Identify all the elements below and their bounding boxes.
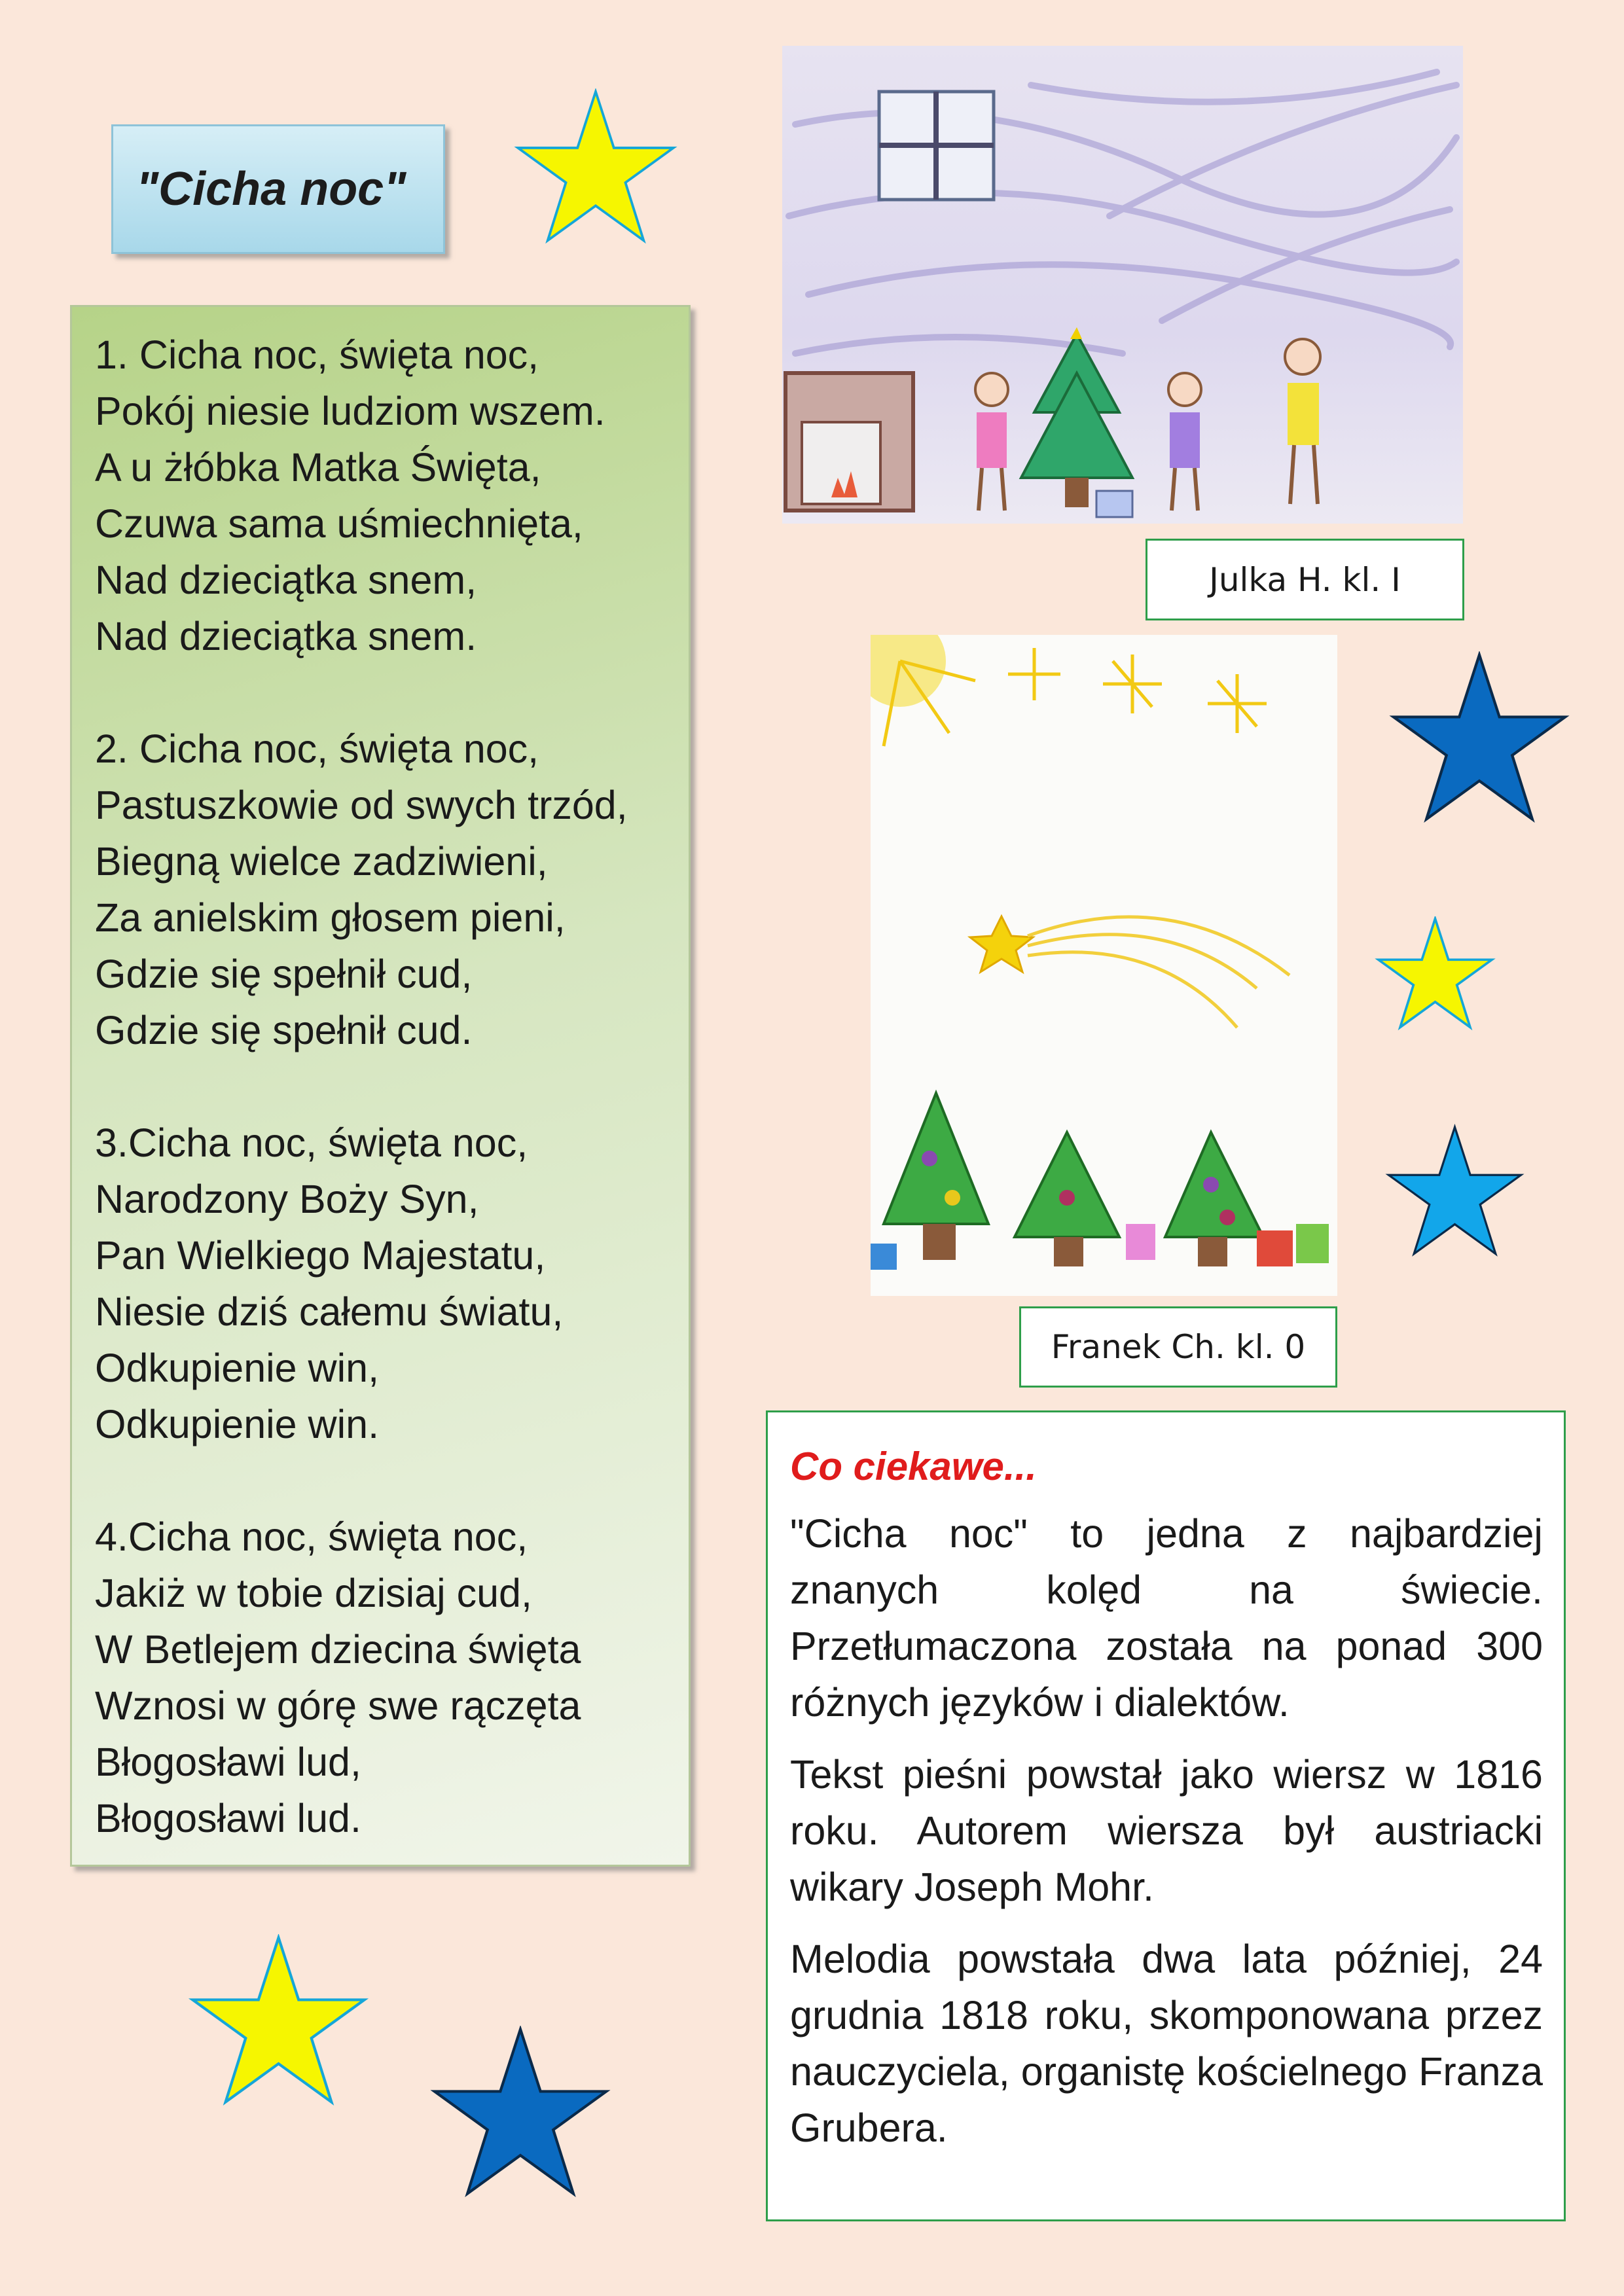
star-icon bbox=[1384, 1119, 1525, 1263]
fun-facts-paragraph: "Cicha noc" to jedna z najbardziej znanych kolęd na świecie. Przetłumaczona została na ponad 300 różnych języków i dialektów. bbox=[790, 1511, 1543, 1725]
title-box bbox=[111, 124, 445, 254]
poem-line: Narodzony Boży Syn, bbox=[95, 1177, 479, 1221]
fun-facts-heading: Co ciekawe... bbox=[790, 1444, 1037, 1488]
poem-line: Błogosławi lud, bbox=[95, 1740, 361, 1784]
poem-line: A u żłóbka Matka Święta, bbox=[95, 445, 541, 490]
poem-stanza bbox=[95, 1115, 689, 1452]
poem-line: Czuwa sama uśmiechnięta, bbox=[95, 501, 583, 546]
poem-line: Odkupienie win, bbox=[95, 1346, 380, 1390]
poem-line: Odkupienie win. bbox=[95, 1402, 380, 1446]
poem-line: Wznosi w górę swe rączęta bbox=[95, 1683, 581, 1728]
drawing-comet-trees-image bbox=[871, 635, 1337, 1296]
poem-stanza bbox=[95, 1509, 689, 1846]
childrens-drawing-family-tree bbox=[782, 46, 1463, 524]
drawing-caption: Franek Ch. kl. 0 bbox=[1019, 1306, 1337, 1388]
poem-line: Nad dzieciątka snem, bbox=[95, 558, 477, 602]
star-icon bbox=[1384, 651, 1574, 825]
poem-line: Nad dzieciątka snem. bbox=[95, 614, 477, 658]
poem-line: 2. Cicha noc, święta noc, bbox=[95, 726, 539, 771]
poem-line: 1. Cicha noc, święta noc, bbox=[95, 332, 539, 377]
poem-line: Gdzie się spełnił cud, bbox=[95, 952, 473, 996]
star-icon bbox=[185, 1934, 372, 2108]
star-icon bbox=[501, 88, 691, 245]
poem-line: Jakiż w tobie dzisiaj cud, bbox=[95, 1571, 532, 1615]
fun-facts-paragraph: Tekst pieśni powstał jako wiersz w 1816 roku. Autorem wiersza był austriacki wikary Joseph Mohr. bbox=[790, 1752, 1543, 1909]
star-icon bbox=[1375, 916, 1496, 1031]
poem-line: 4.Cicha noc, święta noc, bbox=[95, 1515, 528, 1559]
poem-line: Niesie dziś całemu światu, bbox=[95, 1289, 564, 1334]
poem-stanza bbox=[95, 721, 689, 1058]
poem-stanza bbox=[95, 327, 689, 664]
poem-line: Za anielskim głosem pieni, bbox=[95, 895, 566, 940]
childrens-drawing-comet-trees bbox=[871, 635, 1337, 1296]
drawing-caption: Julka H. kl. I bbox=[1146, 539, 1464, 620]
poem-line: Gdzie się spełnił cud. bbox=[95, 1008, 473, 1052]
poem-line: W Betlejem dziecina święta bbox=[95, 1627, 581, 1672]
poem-line: Pan Wielkiego Majestatu, bbox=[95, 1233, 546, 1278]
poem-line: 3.Cicha noc, święta noc, bbox=[95, 1121, 528, 1165]
poem-line: Biegną wielce zadziwieni, bbox=[95, 839, 548, 884]
page-title: "Cicha noc" bbox=[136, 163, 406, 215]
poem-line: Pastuszkowie od swych trzód, bbox=[95, 783, 628, 827]
poem-line: Pokój niesie ludziom wszem. bbox=[95, 389, 605, 433]
poem-box bbox=[70, 305, 691, 1867]
drawing-family-tree-image bbox=[782, 46, 1463, 524]
poem-line: Błogosławi lud. bbox=[95, 1796, 361, 1840]
fun-facts-paragraph: Melodia powstała dwa lata później, 24 grudnia 1818 roku, skomponowana przez nauczyciela, organistę kościelnego Franza Grubera. bbox=[790, 1937, 1543, 2150]
star-icon bbox=[425, 2026, 615, 2199]
fun-facts-box bbox=[766, 1410, 1566, 2221]
